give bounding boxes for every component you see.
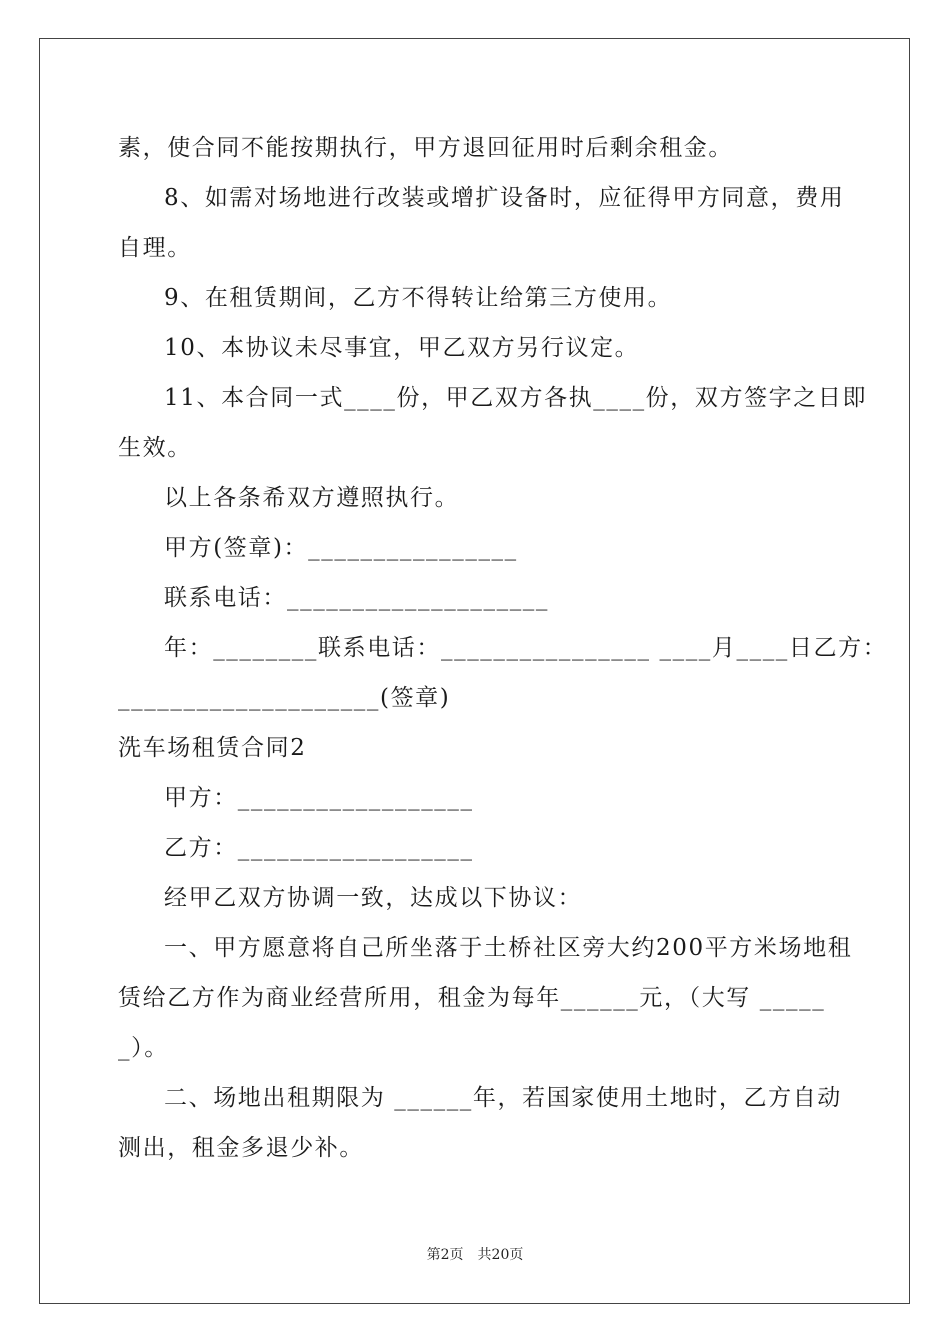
clause-8-line-2: 自理。 [118,235,192,261]
clause-9: 9、在租赁期间，乙方不得转让给第三方使用。 [164,285,673,311]
article-2-line-1: 二、场地出租期限为 ______年，若国家使用土地时，乙方自动 [164,1085,842,1111]
page-number-footer: 第2页 共20页 [426,1247,524,1263]
party-a-signature-line: 甲方(签章)：________________ [164,535,518,561]
clause-11-line-2: 生效。 [118,435,192,461]
clause-8-line-1: 8、如需对场地进行改装或增扩设备时，应征得甲方同意，费用 [164,185,845,211]
party-a-field: 甲方：__________________ [164,785,474,811]
article-1-line-3: _）。 [118,1035,169,1061]
article-2-line-2: 测出，租金多退少补。 [118,1135,364,1161]
party-b-field: 乙方：__________________ [164,835,474,861]
article-1-line-2: 赁给乙方作为商业经营所用，租金为每年______元，（大写 _____ [118,985,826,1011]
clause-10: 10、本协议未尽事宜，甲乙双方另行议定。 [164,335,640,361]
closing-statement: 以上各条希双方遵照执行。 [164,485,460,511]
contact-phone-line: 联系电话：____________________ [164,585,549,611]
agreement-intro: 经甲乙双方协调一致，达成以下协议： [164,885,583,911]
contract-title: 洗车场租赁合同2 [118,735,307,761]
party-b-signature-line: ____________________(签章) [118,685,451,711]
page-border [39,38,910,1304]
date-party-b-line: 年：________联系电话：________________ ____月____日乙方： [164,635,888,661]
clause-11-line-1: 11、本合同一式____份，甲乙双方各执____份，双方签字之日即 [164,385,868,411]
paragraph-line-rent-refund: 素，使合同不能按期执行，甲方退回征用时后剩余租金。 [118,135,733,161]
article-1-line-1: 一、甲方愿意将自己所坐落于土桥社区旁大约200平方米场地租 [164,935,853,961]
